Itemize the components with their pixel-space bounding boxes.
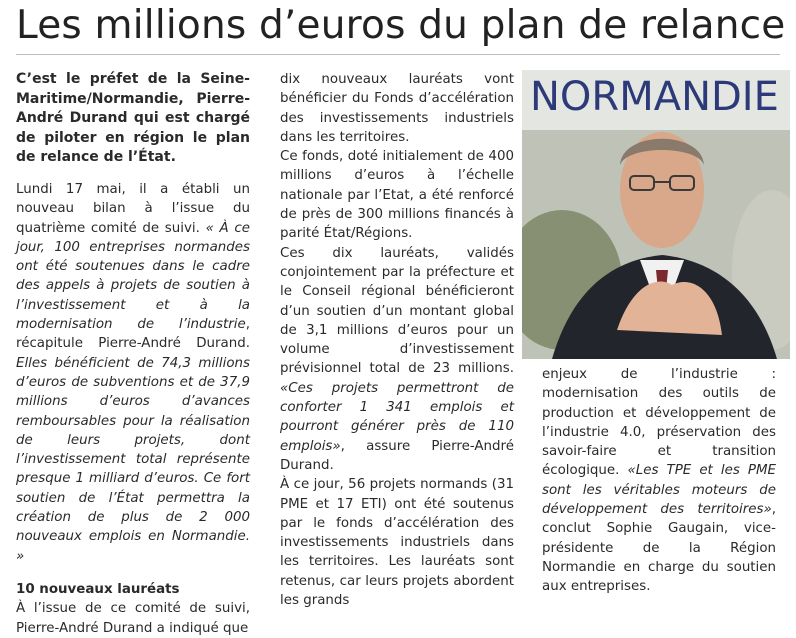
headline-rule bbox=[16, 54, 780, 55]
banner-text: NORMANDIE bbox=[530, 74, 779, 120]
column-1 bbox=[16, 70, 250, 638]
headline: Les millions d’euros du plan de relance bbox=[16, 3, 786, 48]
quote-span: «Ces projets permettront de conforter 1 341 emplois et pourront générer près de 110 emplois» bbox=[280, 380, 514, 454]
body-paragraph-6: À ce jour, 56 projets normands (31 PME et 17 ETI) ont été soutenus par le fonds d’accélération des investissements industriels dans les territoires. Les lauréats sont retenus, car leurs projets abordent les grands bbox=[280, 477, 514, 609]
text-span: enjeux de l’industrie : modernisation des outils de production et développement de l’industrie 4.0, préservation des savoir-faire et transition écologique. bbox=[542, 367, 776, 479]
body-paragraph-5 bbox=[280, 244, 514, 476]
column-3 bbox=[542, 365, 776, 597]
lead-paragraph: C’est le préfet de la Seine-Maritime/Normandie, Pierre-André Durand qui est chargé de piloter en région le plan de relance de l’État. bbox=[16, 71, 250, 166]
prefect-photo bbox=[522, 70, 790, 359]
text-span: Lundi 17 mai, il a établi un nouveau bilan à l’issue du quatrième comité de suivi. bbox=[16, 181, 250, 236]
body-paragraph-1 bbox=[16, 180, 250, 566]
quote-span: « À ce jour, 100 entreprises normandes ont été soutenues dans le cadre des appels à projets de soutien à l’investissement et à la modernisation de l’industrie bbox=[16, 220, 250, 333]
text-span: , conclut Sophie Gaugain, vice-présidente de la Région Normandie en charge du soutien aux entreprises. bbox=[542, 502, 776, 595]
body-paragraph-2: À l’issue de ce comité de suivi, Pierre-André Durand a indiqué que bbox=[16, 601, 250, 636]
portrait-illustration bbox=[522, 70, 790, 359]
body-paragraph-3: dix nouveaux lauréats vont bénéficier du Fonds d’accélération des investissements industriels dans les territoires. bbox=[280, 72, 514, 145]
quote-span: Elles bénéficient de 74,3 millions d’euros de subventions et de 37,9 millions d’euros d’avances remboursables pour la réalisation de leurs projets, dont l’investissement total représente presque 1 milliard d’euros. Ce fort soutien de l’État permettra la création de plus de 2 000 nouveaux emplois en Normandie. » bbox=[16, 355, 250, 564]
body-paragraph-7 bbox=[542, 365, 776, 597]
quote-span: «Les TPE et les PME sont les véritables moteurs de développement des territoires» bbox=[542, 463, 776, 518]
text-span: , récapitule Pierre-André Durand. bbox=[16, 317, 250, 352]
text-span: Ces dix lauréats, validés conjointement par la préfecture et le Conseil régional bénéficieront d’un soutien d’un montant global de 3,1 millions d’euros pour un volume d’investissement prévisionnel total de 23 millions. bbox=[280, 245, 514, 377]
subheading: 10 nouveaux lauréats bbox=[16, 581, 180, 597]
column-2 bbox=[280, 70, 514, 610]
text-span: , assure Pierre-André Durand. bbox=[280, 438, 514, 473]
body-paragraph-4: Ce fonds, doté initialement de 400 millions d’euros à l’échelle nationale par l’Etat, a été renforcé de près de 300 millions financés à parité État/Régions. bbox=[280, 149, 514, 242]
